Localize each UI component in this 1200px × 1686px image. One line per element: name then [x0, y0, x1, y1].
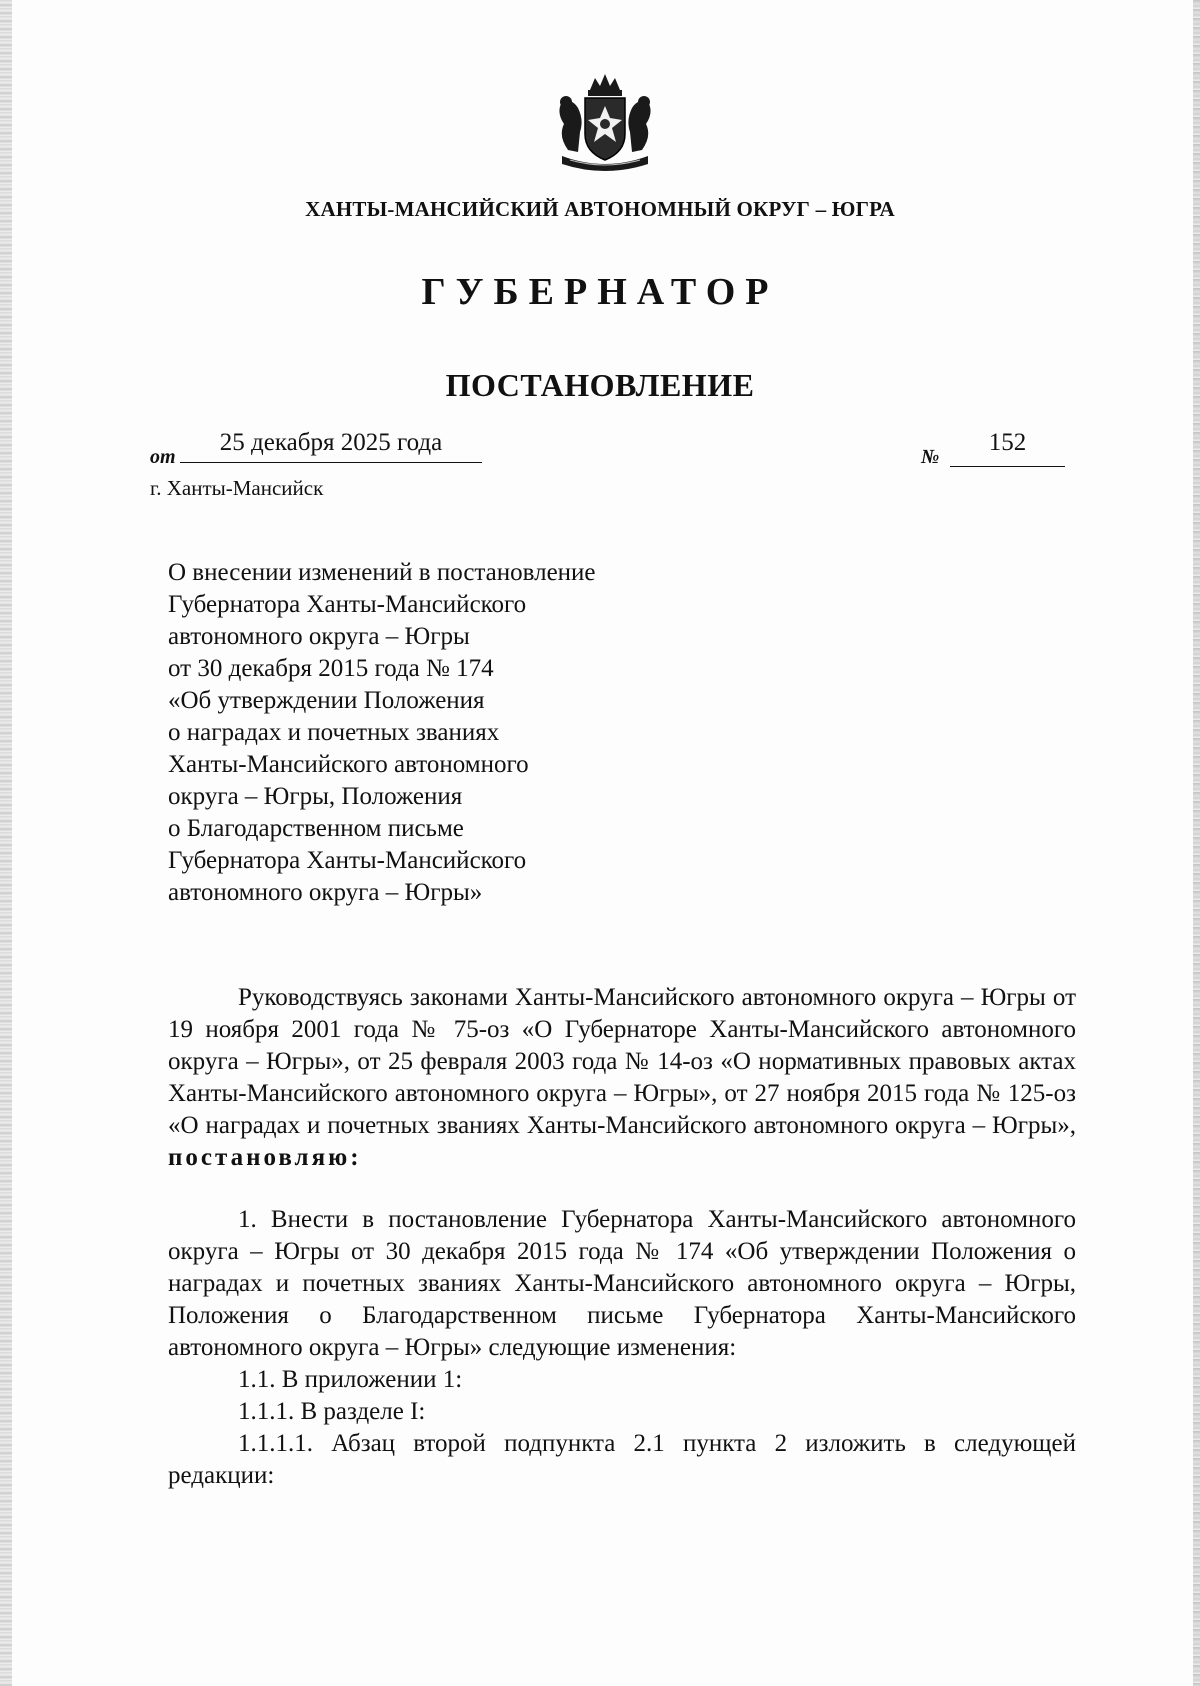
subject-line: Ханты-Мансийского автономного [168, 751, 529, 778]
region-title: ХАНТЫ-МАНСИЙСКИЙ АВТОНОМНЫЙ ОКРУГ – ЮГРА [305, 197, 895, 221]
document-type-title: ПОСТАНОВЛЕНИЕ [445, 367, 755, 403]
item-1-1-1-1-paragraph: 1.1.1.1. Абзац второй подпункта 2.1 пункта 2 изложить в следующей редакции: [168, 1430, 1076, 1489]
subject-line: «Об утверждении Положения [168, 687, 485, 714]
number-prefix-label: № [921, 446, 940, 468]
scan-edge-right [1193, 0, 1200, 1686]
subject-line: от 30 декабря 2015 года № 174 [168, 655, 494, 682]
document-date: 25 декабря 2025 года [180, 426, 482, 463]
preamble-text: Руководствуясь законами Ханты-Мансийского автономного округа – Югры от 19 ноября 2001 года № 75-оз «О Губернаторе Ханты-Мансийского автономного округа – Югры», от 25 февраля 2003 года № 14-оз «О нормативных правовых актах Ханты-Мансийского автономного округа – Югры», от 27 ноября 2015 года № 125-оз «О наградах и почетных званиях Ханты-Мансийского автономного округа – Югры», [168, 984, 1076, 1139]
item-1-paragraph: 1. Внести в постановление Губернатора Ханты-Мансийского автономного округа – Югры от 30 декабря 2015 года № 174 «Об утверждении Положения о наградах и почетных званиях Ханты-Мансийского автономного округа – Югры, Положения о Благодарственном письме Губернатора Ханты-Мансийского автономного округа – Югры» следующие изменения: [168, 1206, 1076, 1361]
item-1-1-1-paragraph: 1.1.1. В разделе I: [238, 1398, 426, 1425]
date-prefix-label: от [150, 446, 176, 468]
item-1-1-paragraph: 1.1. В приложении 1: [238, 1366, 463, 1393]
document-number: 152 [950, 426, 1065, 467]
decree-word: постановляю: [168, 1144, 362, 1171]
subject-line: О внесении изменений в постановление [168, 559, 596, 586]
subject-line: Губернатора Ханты-Мансийского [168, 591, 527, 618]
subject-line: о Благодарственном письме [168, 815, 464, 842]
document-body [168, 982, 1076, 1492]
subject-line: о наградах и почетных званиях [168, 719, 500, 746]
subject-line: Губернатора Ханты-Мансийского [168, 847, 527, 874]
subject-line: автономного округа – Югры [168, 623, 470, 650]
subject-line: автономного округа – Югры» [168, 879, 483, 906]
preamble-paragraph [168, 982, 1076, 1174]
authority-title: ГУБЕРНАТОР [421, 271, 779, 313]
coat-of-arms-icon [550, 72, 660, 172]
subject-line: округа – Югры, Положения [168, 783, 463, 810]
issue-city: г. Ханты-Мансийск [150, 476, 324, 500]
document-subject [168, 557, 728, 909]
scan-edge-left [0, 0, 12, 1686]
